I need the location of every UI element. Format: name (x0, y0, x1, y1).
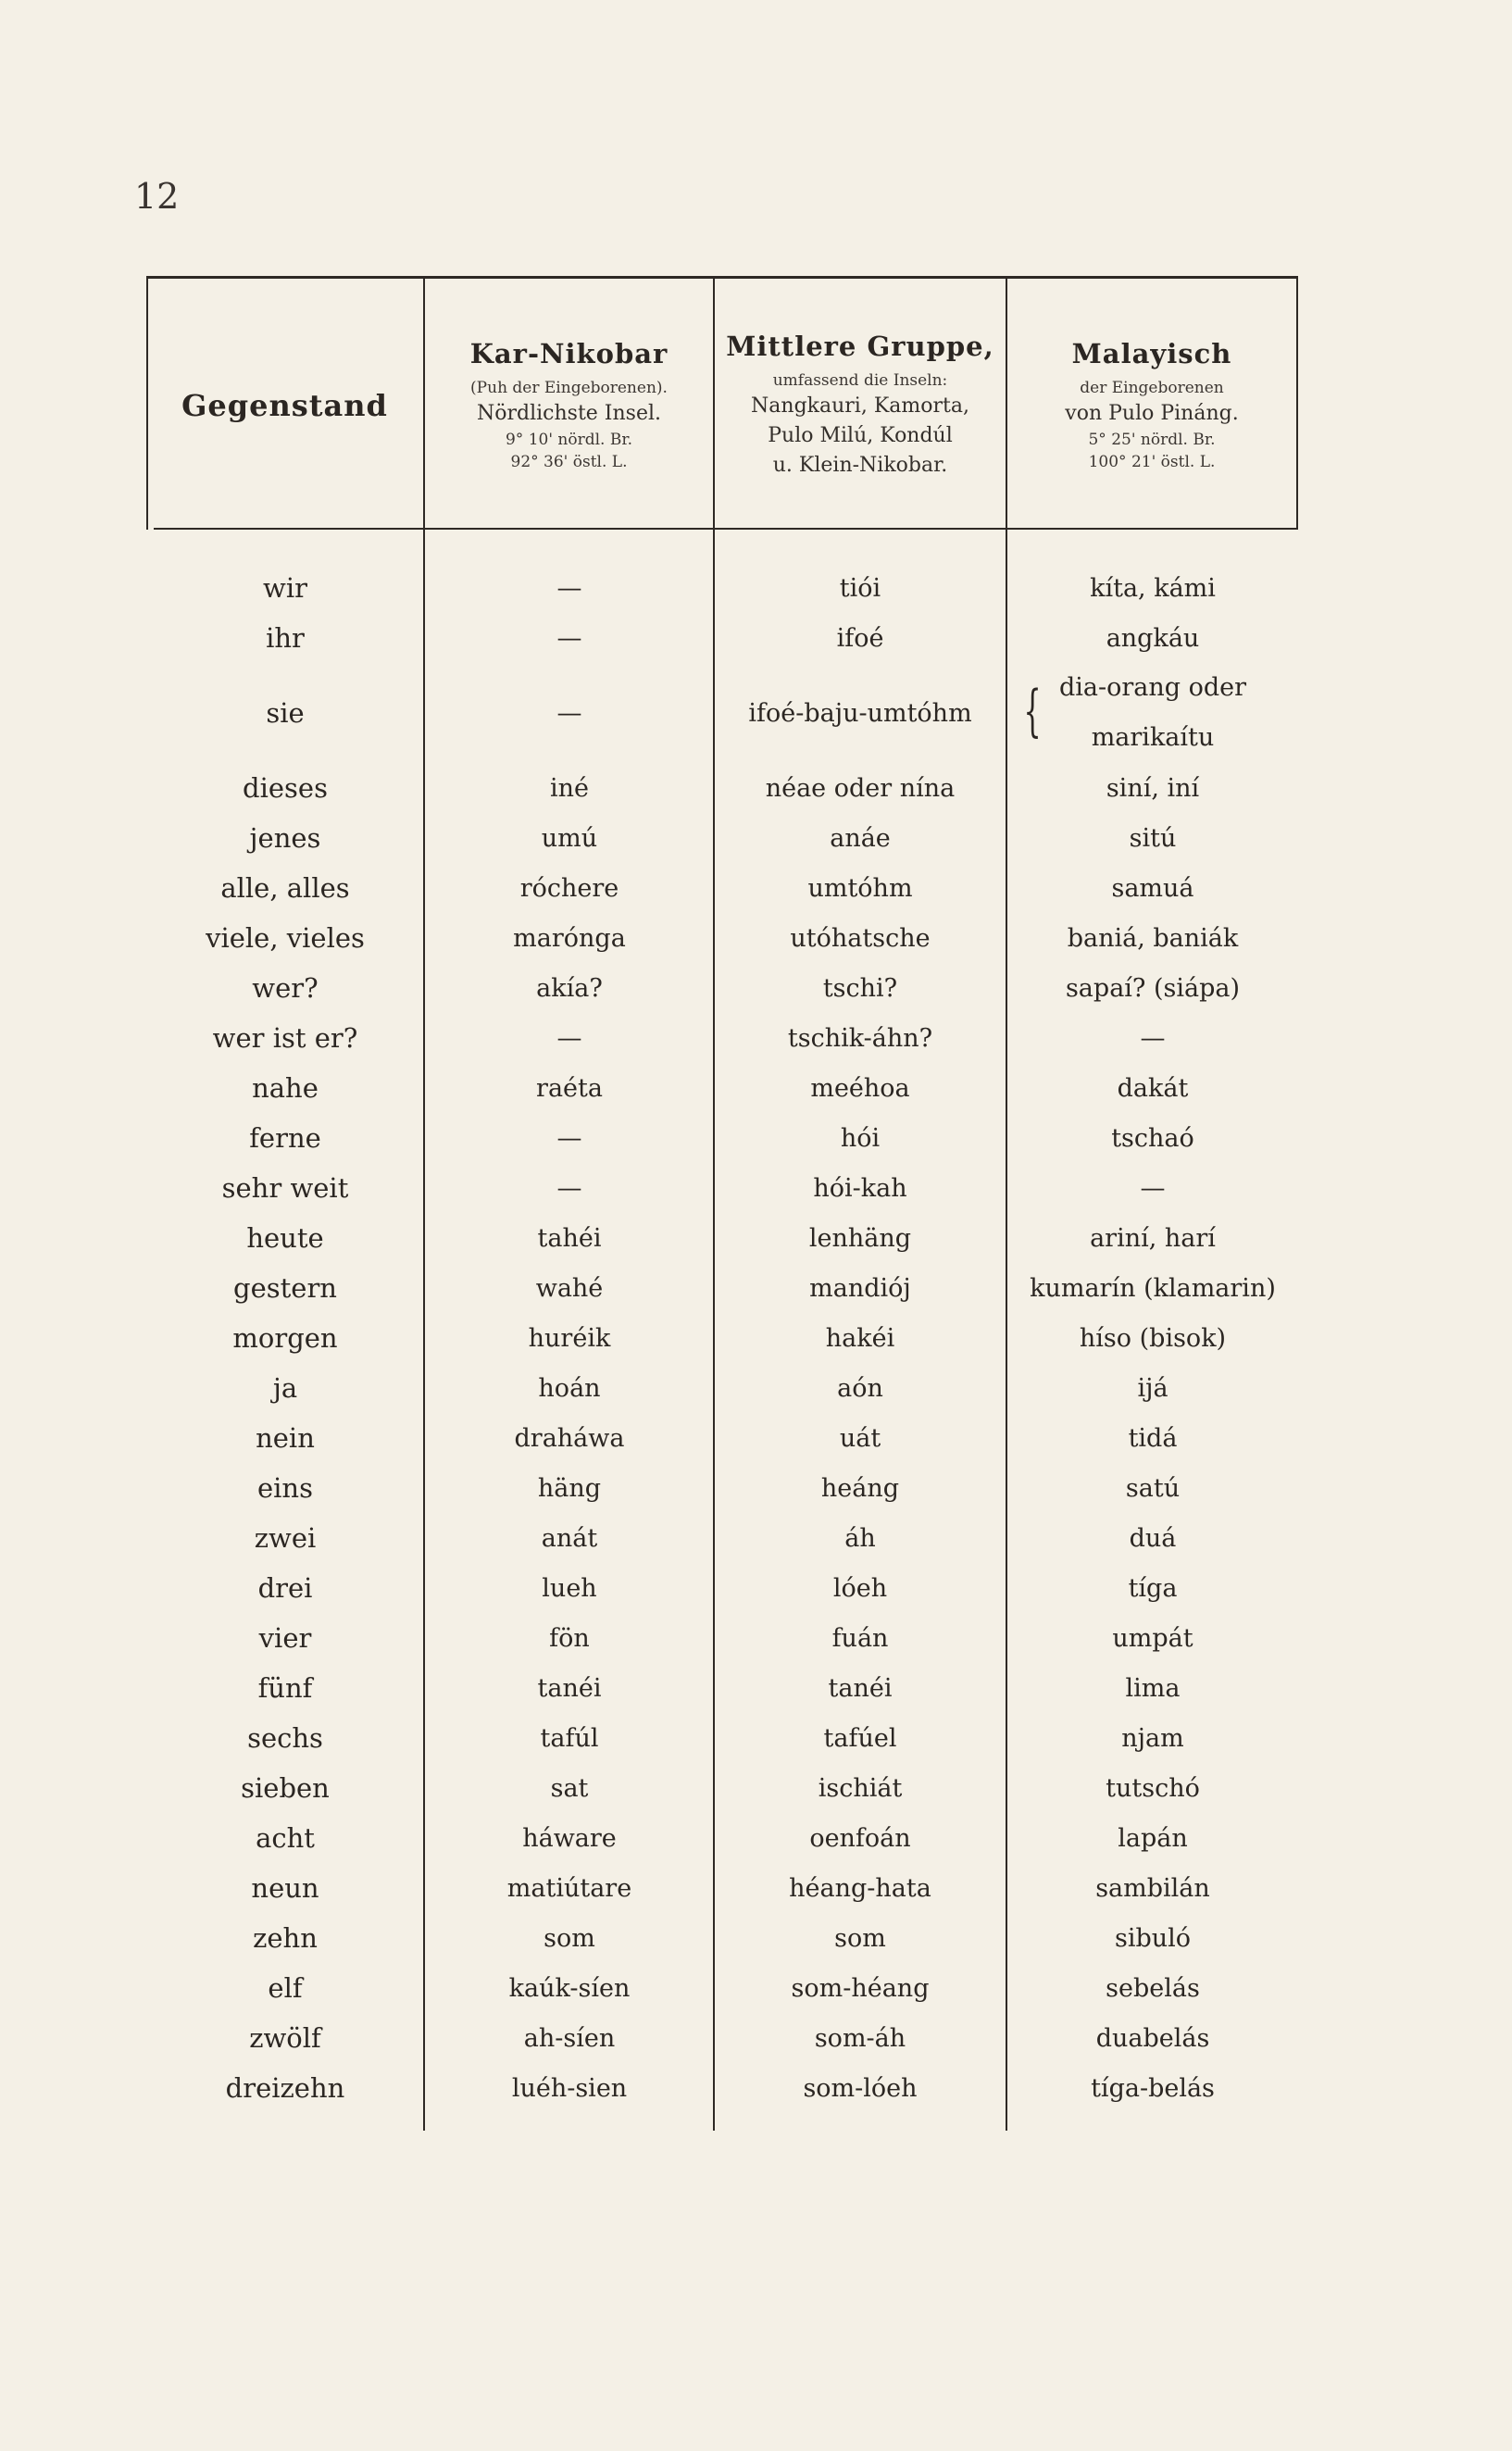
cell-mittlere-gruppe: umtóhm (807, 873, 913, 903)
cell-german: eins (257, 1472, 313, 1504)
cell-mittlere-gruppe: som (834, 1923, 886, 1953)
header-col2-line: Nangkauri, Kamorta, (751, 394, 969, 418)
table-row (146, 1863, 1298, 1913)
cell-german: sie (266, 697, 305, 729)
header-col1-line: 9° 10' nördl. Br. (505, 431, 633, 449)
cell-german: nahe (252, 1072, 319, 1104)
cell-german: vier (258, 1622, 312, 1654)
page-number: 12 (134, 176, 180, 217)
cell-mittlere-gruppe: tiói (839, 573, 881, 603)
cell-mittlere-gruppe: heáng (820, 1473, 900, 1503)
cell-german: elf (268, 1972, 303, 2004)
cell-german: sieben (241, 1772, 330, 1804)
cell-mittlere-gruppe: aón (837, 1373, 883, 1403)
cell-mittlere-gruppe: hakéi (825, 1323, 895, 1353)
cell-german: alle, alles (220, 872, 350, 904)
header-col2-line: umfassend die Inseln: (772, 371, 948, 390)
header-col1-line: (Puh der Eingeborenen). (470, 379, 668, 397)
table-row (146, 1463, 1298, 1513)
header-col3-line: von Pulo Pináng. (1065, 402, 1239, 425)
cell-german: fünf (257, 1672, 313, 1704)
cell-malayisch: sebelás (1106, 1973, 1200, 2003)
cell-german: heute (246, 1222, 324, 1254)
cell-kar-nikobar: — (556, 1173, 582, 1203)
table-row (146, 1663, 1298, 1713)
table-row (146, 1813, 1298, 1863)
cell-german: dieses (243, 772, 328, 804)
table-row (146, 1363, 1298, 1413)
table-row (146, 1313, 1298, 1363)
cell-malayisch: umpát (1112, 1623, 1193, 1653)
header-col1-title: Kar-Nikobar (469, 338, 669, 369)
cell-kar-nikobar: marónga (513, 923, 626, 953)
cell-kar-nikobar: háware (522, 1823, 617, 1853)
table-right-border (1296, 276, 1298, 530)
cell-malayisch: lapán (1118, 1823, 1188, 1853)
cell-german: ja (272, 1372, 298, 1404)
cell-mittlere-gruppe: ifoé-baju-umtóhm (748, 698, 972, 728)
cell-mittlere-gruppe: néae oder nína (765, 773, 956, 803)
table-row (146, 913, 1298, 963)
cell-mittlere-gruppe: utóhatsche (790, 923, 931, 953)
cell-kar-nikobar: — (556, 573, 582, 603)
cell-kar-nikobar: — (556, 1023, 582, 1053)
header-bottom-rule (154, 528, 1298, 530)
cell-kar-nikobar: draháwa (514, 1423, 625, 1453)
cell-kar-nikobar: tanéi (537, 1673, 602, 1703)
cell-kar-nikobar: huréik (528, 1323, 611, 1353)
cell-mittlere-gruppe: fuán (831, 1623, 889, 1653)
table-row (146, 1063, 1298, 1113)
cell-kar-nikobar: — (556, 1123, 582, 1153)
cell-malayisch: tíga (1128, 1573, 1178, 1603)
cell-kar-nikobar: — (556, 698, 582, 728)
cell-german: sechs (247, 1722, 323, 1754)
cell-german: sehr weit (221, 1172, 349, 1204)
header-kar-nikobar (425, 289, 713, 522)
cell-malayisch: tidá (1128, 1423, 1178, 1453)
header-col0-title: Gegenstand (181, 388, 388, 423)
cell-kar-nikobar: iné (549, 773, 589, 803)
table-row (146, 1513, 1298, 1563)
cell-malayisch: tschaó (1111, 1123, 1194, 1153)
cell-german: zwölf (249, 2022, 321, 2054)
table-row (146, 563, 1298, 613)
cell-mittlere-gruppe: tschik-áhn? (787, 1023, 933, 1053)
cell-mittlere-gruppe: uát (839, 1423, 881, 1453)
table-row (146, 2013, 1298, 2063)
brace-mark: { (1023, 679, 1042, 744)
cell-german: ferne (249, 1122, 321, 1154)
cell-malayisch-line1: dia-orang oder (1058, 673, 1247, 702)
header-mittlere-gruppe (715, 289, 1006, 522)
cell-malayisch: tutschó (1106, 1773, 1200, 1803)
cell-malayisch: ijá (1137, 1373, 1168, 1403)
table-row (146, 1163, 1298, 1213)
cell-german: gestern (233, 1272, 337, 1304)
table-row (146, 1763, 1298, 1813)
cell-malayisch: tíga-belás (1091, 2073, 1215, 2103)
cell-malayisch: angkáu (1106, 623, 1200, 653)
header-col1-line: Nördlichste Insel. (477, 402, 661, 425)
cell-malayisch: satú (1125, 1473, 1181, 1503)
cell-german: dreizehn (225, 2072, 345, 2104)
cell-malayisch: kíta, kámi (1090, 573, 1216, 603)
cell-kar-nikobar: róchere (519, 873, 619, 903)
cell-kar-nikobar: kaúk-síen (508, 1973, 631, 2003)
cell-mittlere-gruppe: meéhoa (810, 1073, 910, 1103)
table-row (146, 963, 1298, 1013)
cell-mittlere-gruppe: oenfoán (809, 1823, 911, 1853)
table-row (146, 813, 1298, 863)
header-col2-line: Pulo Milú, Kondúl (768, 424, 953, 447)
cell-german: ihr (266, 622, 305, 654)
cell-kar-nikobar: anát (541, 1523, 598, 1553)
cell-malayisch: — (1140, 1173, 1166, 1203)
header-col3-line: 100° 21' östl. L. (1088, 453, 1216, 471)
cell-malayisch: lima (1125, 1673, 1181, 1703)
header-col1-line: 92° 36' östl. L. (510, 453, 628, 471)
cell-mittlere-gruppe: ifoé (836, 623, 884, 653)
table-row (146, 1963, 1298, 2013)
cell-german: neun (251, 1872, 319, 1904)
header-gegenstand (146, 289, 423, 522)
cell-malayisch: sambilán (1095, 1873, 1210, 1903)
header-col2-line: u. Klein-Nikobar. (772, 454, 948, 477)
cell-german: morgen (232, 1322, 338, 1354)
cell-mittlere-gruppe: tafúel (823, 1723, 897, 1753)
cell-mittlere-gruppe: tschi? (822, 973, 898, 1003)
cell-mittlere-gruppe: anáe (830, 823, 891, 853)
table-row (146, 1613, 1298, 1663)
table-row (146, 1413, 1298, 1463)
cell-malayisch: duá (1129, 1523, 1177, 1553)
cell-malayisch: híso (bisok) (1079, 1323, 1227, 1353)
cell-german: viele, vieles (206, 922, 365, 954)
cell-kar-nikobar: akía? (536, 973, 603, 1003)
cell-german: wir (263, 572, 307, 604)
table-row (146, 663, 1298, 763)
cell-kar-nikobar: ah-síen (523, 2023, 616, 2053)
cell-kar-nikobar: hoán (538, 1373, 601, 1403)
cell-mittlere-gruppe: ischiát (818, 1773, 903, 1803)
cell-kar-nikobar: lueh (542, 1573, 597, 1603)
cell-mittlere-gruppe: som-áh (814, 2023, 906, 2053)
cell-malayisch: sitú (1129, 823, 1177, 853)
cell-mittlere-gruppe: lóeh (832, 1573, 888, 1603)
header-col3-title: Malayisch (1071, 338, 1232, 369)
cell-mittlere-gruppe: hói-kah (813, 1173, 907, 1203)
cell-mittlere-gruppe: lenhäng (808, 1223, 912, 1253)
header-col2-title: Mittlere Gruppe, (726, 331, 994, 362)
cell-mittlere-gruppe: hói (840, 1123, 881, 1153)
table-row (146, 1563, 1298, 1613)
header-col3-line: der Eingeborenen (1080, 379, 1224, 397)
cell-mittlere-gruppe: héang-hata (789, 1873, 931, 1903)
cell-mittlere-gruppe: som-lóeh (803, 2073, 918, 2103)
table-row (146, 613, 1298, 663)
cell-malayisch: njam (1121, 1723, 1184, 1753)
table-row (146, 1913, 1298, 1963)
cell-german: jenes (249, 822, 321, 854)
cell-malayisch: siní, iní (1106, 773, 1200, 803)
cell-kar-nikobar: umú (541, 823, 598, 853)
cell-mittlere-gruppe: mandiój (809, 1273, 911, 1303)
cell-german: nein (256, 1422, 315, 1454)
cell-german: zehn (253, 1922, 318, 1954)
cell-kar-nikobar: fön (549, 1623, 590, 1653)
table-row (146, 863, 1298, 913)
cell-kar-nikobar: tahéi (537, 1223, 602, 1253)
cell-german: drei (257, 1572, 313, 1604)
cell-malayisch: baniá, baniák (1067, 923, 1239, 953)
cell-german: acht (256, 1822, 315, 1854)
cell-kar-nikobar: matiútare (506, 1873, 632, 1903)
table-row (146, 1113, 1298, 1163)
header-malayisch (1007, 289, 1296, 522)
cell-kar-nikobar: luéh-sien (511, 2073, 628, 2103)
cell-malayisch: samuá (1111, 873, 1194, 903)
cell-kar-nikobar: sat (550, 1773, 589, 1803)
table-row (146, 1013, 1298, 1063)
cell-malayisch: duabelás (1095, 2023, 1210, 2053)
cell-malayisch: sapaí? (siápa) (1065, 973, 1241, 1003)
cell-malayisch: ariní, harí (1090, 1223, 1216, 1253)
table-row (146, 1263, 1298, 1313)
table-row (146, 1713, 1298, 1763)
table-row (146, 763, 1298, 813)
cell-kar-nikobar: häng (537, 1473, 602, 1503)
cell-malayisch: — (1140, 1023, 1166, 1053)
cell-kar-nikobar: tafúl (540, 1723, 599, 1753)
cell-malayisch: dakát (1117, 1073, 1189, 1103)
cell-kar-nikobar: wahé (535, 1273, 604, 1303)
cell-mittlere-gruppe: áh (844, 1523, 876, 1553)
cell-german: wer? (252, 972, 319, 1004)
header-col3-line: 5° 25' nördl. Br. (1088, 431, 1216, 449)
cell-malayisch: kumarín (klamarin) (1030, 1273, 1276, 1303)
cell-kar-nikobar: — (556, 623, 582, 653)
cell-mittlere-gruppe: som-héang (791, 1973, 930, 2003)
cell-kar-nikobar: raéta (536, 1073, 603, 1103)
cell-german: wer ist er? (212, 1022, 358, 1054)
cell-kar-nikobar: som (544, 1923, 595, 1953)
cell-malayisch-line2: marikaítu (1091, 723, 1215, 752)
cell-malayisch (1007, 663, 1298, 763)
table-row (146, 1213, 1298, 1263)
table-row (146, 2063, 1298, 2113)
table-top-rule (146, 276, 1298, 279)
cell-german: zwei (254, 1522, 317, 1554)
cell-mittlere-gruppe: tanéi (828, 1673, 893, 1703)
cell-malayisch: sibuló (1114, 1923, 1192, 1953)
